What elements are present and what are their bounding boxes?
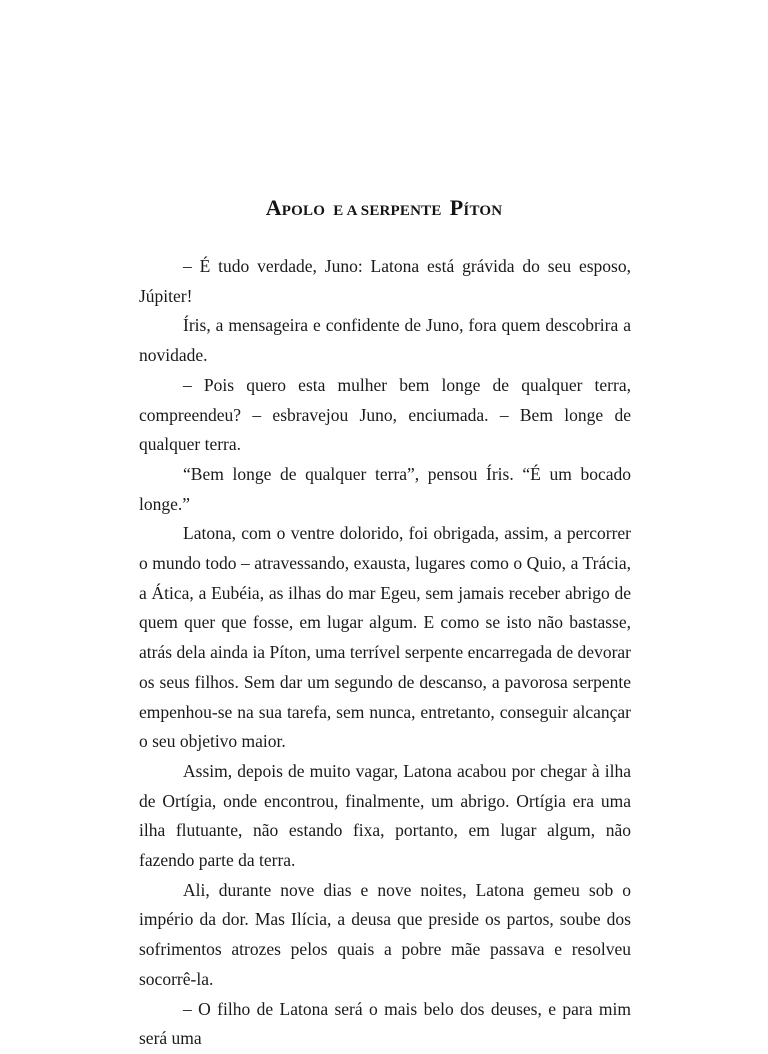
- paragraph-6: Assim, depois de muito vagar, Latona acabou por chegar à ilha de Ortígia, onde encontrou, finalmente, um abrigo. Ortígia era uma ilha flutuante, não estando fixa, portanto, em lugar algum, não fazendo parte da terra.: [139, 760, 631, 871]
- paragraph-8: – O filho de Latona será o mais belo dos deuses, e para mim será uma: [139, 998, 631, 1049]
- paragraph-3: – Pois quero esta mulher bem longe de qualquer terra, compreendeu? – esbravejou Juno, enciumada. – Bem longe de qualquer terra.: [139, 374, 631, 455]
- title-middle: E A SERPENTE: [333, 203, 442, 219]
- chapter-title: [0, 186, 768, 223]
- paragraph-5: Latona, com o ventre dolorido, foi obrigada, assim, a percorrer o mundo todo – atravessando, exausta, lugares como o Quio, a Trácia, a Ática, a Eubéia, as ilhas do mar Egeu, sem jamais receber abrigo de quem quer que fosse, em lugar algum. E como se isto não bastasse, atrás dela ainda ia Píton, uma terrível serpente encarregada de devorar os seus filhos. Sem dar um segundo de descanso, a pavorosa serpente empenhou-se na sua tarefa, sem nunca, entretanto, conseguir alcançar o seu objetivo maior.: [139, 523, 631, 752]
- paragraph-1: – É tudo verdade, Juno: Latona está grávida do seu esposo, Júpiter!: [139, 256, 631, 306]
- title-initial-a: A: [265, 195, 282, 220]
- title-word-apolo-rest: POLO: [281, 203, 326, 219]
- paragraph-4: “Bem longe de qualquer terra”, pensou Íris. “É um bocado longe.”: [139, 463, 631, 514]
- title-initial-p: P: [449, 195, 464, 220]
- paragraph-2: Íris, a mensageira e confidente de Juno, fora quem descobrira a novidade.: [139, 315, 631, 366]
- paragraph-7: Ali, durante nove dias e nove noites, Latona gemeu sob o império da dor. Mas Ilícia, a deusa que preside os partos, soube dos sofrimentos atrozes pelos quais a pobre mãe passava e resolveu socorrê-la.: [139, 879, 631, 989]
- body-text: [139, 252, 631, 1054]
- title-word-piton-rest: ÍTON: [463, 203, 503, 219]
